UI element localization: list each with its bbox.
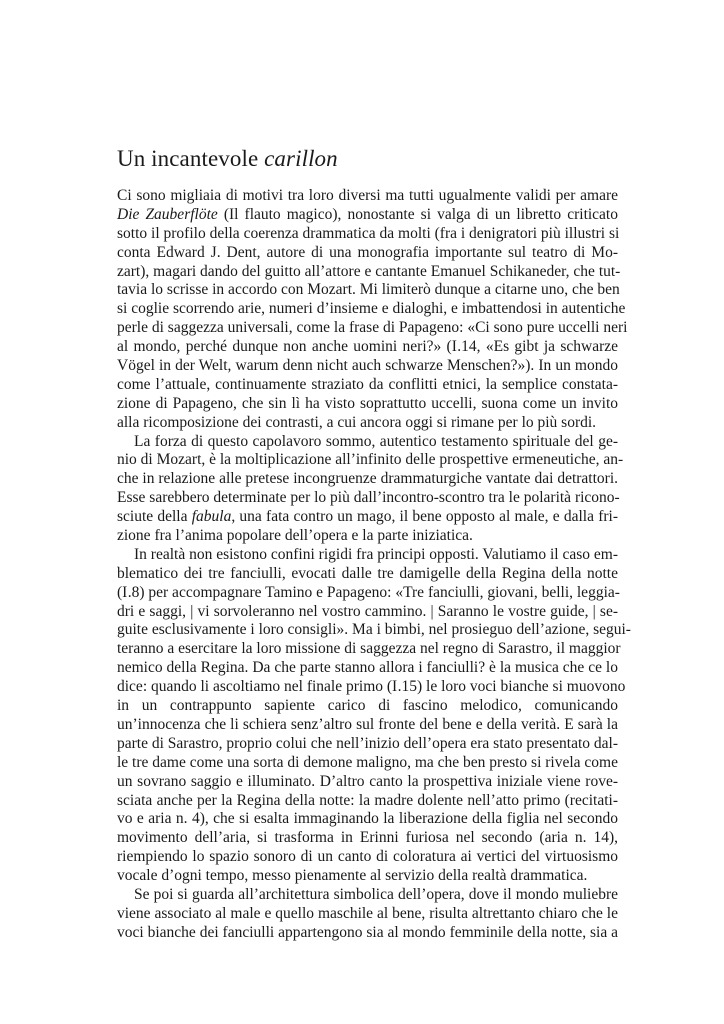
text-line (117, 659, 618, 678)
text-line (117, 792, 618, 811)
text-segment: nio di Mozart, è la moltiplicazione all’infinito delle prospettive ermeneutiche, an- (117, 451, 624, 469)
text-segment: blematico dei tre fanciulli, evocati dalle tre damigelle della Regina della notte (117, 564, 618, 582)
text-segment: sciute della (117, 508, 192, 526)
text-segment: in un contrappunto sapiente carico di fascino melodico, comunicando (117, 697, 618, 715)
text-segment: conta Edward J. Dent, autore di una monografia importante sul teatro di Mo- (117, 243, 618, 261)
text-segment: In realtà non esistono confini rigidi fra principi opposti. Valutiamo il caso em- (134, 545, 618, 563)
text-line (117, 338, 618, 357)
section-title-italic: carillon (264, 146, 338, 171)
text-line (117, 433, 618, 452)
text-line (117, 584, 618, 603)
text-segment: .15) le loro voci bianche si muovono (397, 678, 626, 696)
text-segment: Vögel in der Welt, warum denn nicht auch schwarze Menschen?»). In un mondo (117, 357, 618, 375)
italic-text: Die Zauberflöte (117, 205, 218, 223)
text-segment: La forza di questo capolavoro sommo, autentico testamento spirituale del ge- (134, 432, 618, 450)
text-segment: guite esclusivamente i loro consigli». Ma i bimbi, nel prosieguo dell’azione, segui- (117, 621, 631, 639)
text-segment: alla ricomposizione dei contrasti, a cui ancora oggi si rimane per lo più sordi. (117, 413, 597, 431)
text-segment: ( (117, 583, 123, 601)
text-line (117, 395, 618, 414)
text-line (117, 225, 618, 244)
text-line (117, 262, 621, 282)
text-line (117, 848, 618, 867)
text-segment: Se poi si guarda all’architettura simbolica dell’opera, dove il mondo muliebre (134, 885, 618, 903)
text-segment: dice: quando li ascoltiamo nel finale primo ( (117, 678, 393, 696)
text-segment: nemico della Regina. Da che parte stanno allora i fanciulli? è la musica che ce lo (117, 659, 618, 677)
text-segment: I (122, 583, 128, 601)
text-line (117, 451, 624, 470)
text-line (117, 621, 631, 640)
text-line (117, 754, 618, 773)
text-segment: sotto il profilo della coerenza drammatica da molti (fra i denigratori più illustri si (117, 224, 620, 242)
text-line (117, 924, 618, 943)
text-line (117, 489, 618, 508)
text-line (117, 886, 618, 905)
text-line (117, 187, 618, 206)
text-segment: zart), magari dando del guitto all’attore e cantante Emanuel Schikaneder, che tut- (117, 262, 621, 280)
text-segment: vo e aria n. 4), che si esalta immaginando la liberazione della figlia nel secondo (117, 810, 618, 828)
text-line (117, 206, 618, 225)
text-line (117, 565, 618, 584)
text-segment: Esse sarebbero determinate per lo più dall’incontro-scontro tra le polarità ricono- (117, 489, 620, 507)
text-line (117, 357, 618, 376)
text-line (117, 905, 618, 924)
text-line (117, 810, 618, 829)
section-title-regular: Un incantevole (117, 146, 265, 171)
text-segment: perle di saggezza universali, come la frase di Papageno: «Ci sono pure uccelli neri (117, 319, 628, 337)
text-segment: un’innocenza che li schiera senz’altro sul fronte del bene e della verità. E sarà la (117, 715, 618, 733)
text-line (117, 640, 621, 659)
text-line (117, 508, 618, 527)
text-segment: si coglie scorrendo arie, numeri d’insieme e dialoghi, e imbattendosi in autentiche (117, 300, 626, 318)
text-line (117, 470, 618, 489)
text-segment: al mondo, perché dunque non anche uomini neri?» ( (117, 338, 452, 356)
text-segment: .8) per accompagnare Tamino e Papageno: «Tre fanciulli, giovani, belli, leggia- (127, 583, 620, 601)
text-segment: I (392, 678, 398, 696)
section-title (117, 144, 338, 174)
text-segment: movimento dell’aria, si trasforma in Erinni furiosa nel secondo (aria n. 14), (117, 829, 618, 847)
text-segment: voci bianche dei fanciulli appartengono sia al mondo femminile della notte, sia a (117, 923, 618, 941)
text-segment: (Il flauto magico), nonostante si valga di un libretto criticato (217, 205, 618, 223)
text-segment: , una fata contro un mago, il bene opposto al male, e dalla fri- (231, 508, 619, 526)
text-line (117, 735, 618, 754)
text-line (117, 414, 618, 433)
text-segment: tavia lo scrisse in accordo con Mozart. Mi limiterò dunque a citarne uno, che ben (117, 281, 620, 299)
text-segment: viene associato al male e quello maschile al bene, risulta altrettanto chiaro che le (117, 904, 618, 922)
text-segment: teranno a esercitare la loro missione di saggezza nel regno di Sarastro, il maggior (117, 640, 621, 658)
text-segment: come l’attuale, continuamente straziato da conflitti etnici, la semplice constata- (117, 375, 618, 393)
text-segment: I (451, 338, 458, 356)
text-segment: .14, «Es gibt ja schwarze (457, 338, 618, 356)
text-line (117, 546, 618, 565)
text-line (117, 244, 618, 263)
text-segment: che in relazione alle pretese incongruenze drammaturgiche vantate dai detrattori. (117, 470, 618, 488)
text-segment: sciata anche per la Regina della notte: la madre dolente nell’atto primo (recitati- (117, 791, 618, 809)
text-line (117, 527, 618, 546)
text-segment: dri e saggi, | vi sorvoleranno nel vostro cammino. | Saranno le vostre guide, | se- (117, 602, 618, 620)
text-segment: vocale d’ogni tempo, messo pienamente al servizio della realtà drammatica. (117, 867, 588, 885)
text-line (117, 829, 618, 848)
text-line (117, 697, 618, 716)
text-segment: parte di Sarastro, proprio colui che nell’inizio dell’opera era stato presentato dal- (117, 734, 618, 752)
text-line (117, 678, 626, 697)
text-line (117, 281, 618, 300)
body-text (117, 187, 631, 943)
text-segment: zione fra l’anima popolare dell’opera e la parte iniziatica. (117, 527, 473, 545)
text-line (117, 603, 618, 622)
text-segment: zione di Papageno, che sin lì ha visto soprattutto uccelli, suona come un invito (117, 394, 618, 412)
italic-text: fabula (191, 508, 232, 526)
text-line (117, 300, 626, 319)
text-line (117, 867, 618, 886)
text-line (117, 716, 618, 735)
text-line (117, 773, 618, 792)
text-line (117, 376, 618, 395)
text-segment: un sovrano saggio e illuminato. D’altro canto la prospettiva iniziale viene rove- (117, 772, 618, 790)
text-line (117, 319, 628, 338)
text-segment: Ci sono migliaia di motivi tra loro diversi ma tutti ugualmente validi per amare (117, 187, 618, 204)
text-segment: riempiendo lo spazio sonoro di un canto di coloratura ai vertici del virtuosismo (117, 848, 618, 866)
text-segment: le tre dame come una sorta di demone maligno, ma che ben presto si rivela come (117, 753, 618, 771)
